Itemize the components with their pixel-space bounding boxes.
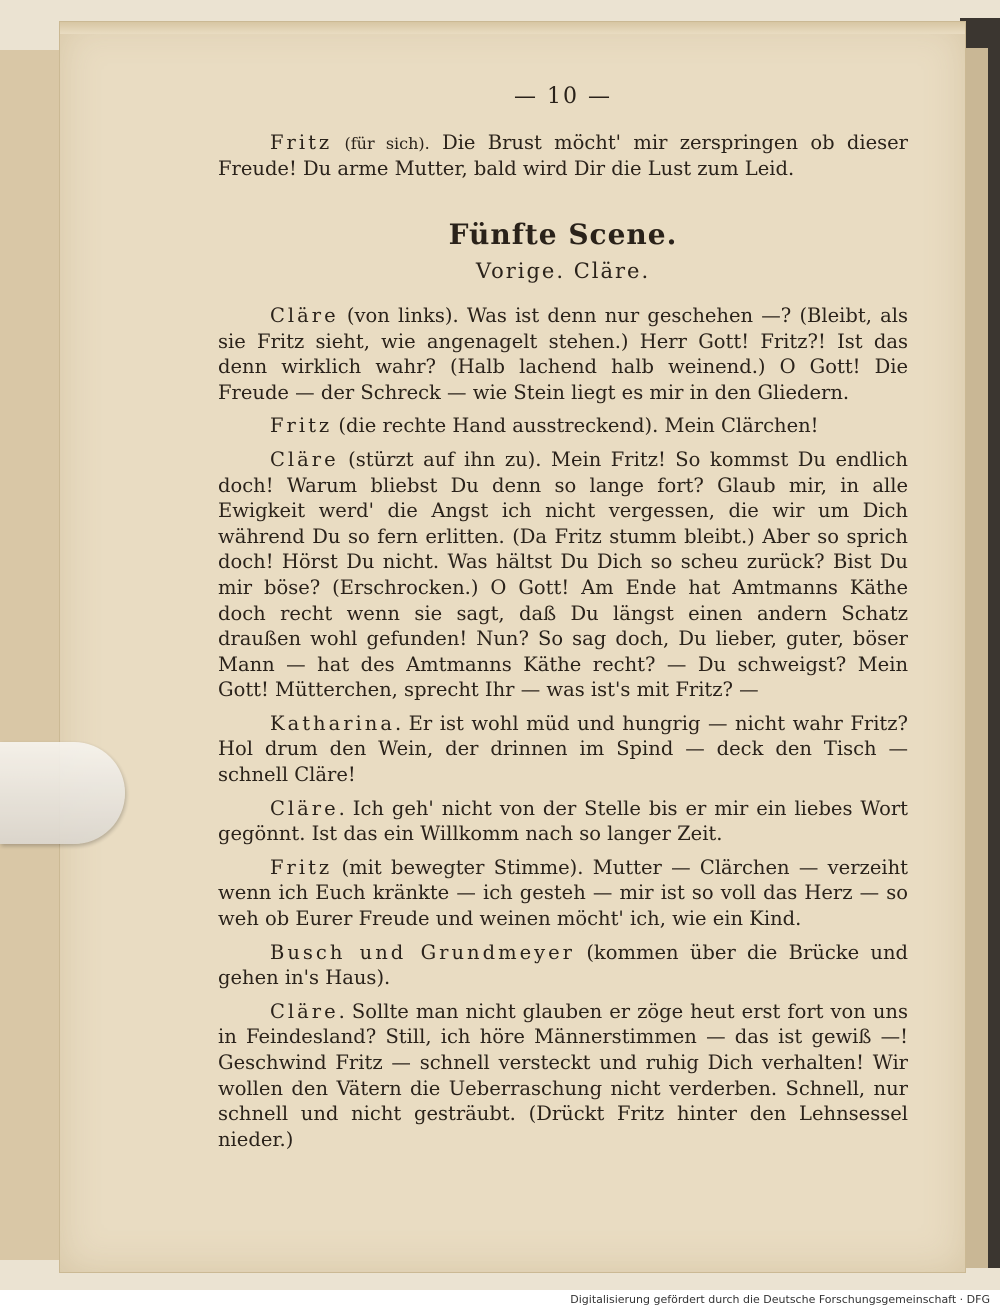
dialogue-text: (stürzt auf ihn zu). Mein Fritz! So kommst Du endlich doch! Warum bliebst Du denn so lange fort? Glaub mir, in alle Ewigkeit werd' die Angst ich nicht vergessen, die wir um Dich während Du so fern erlitten. (Da Fritz stumm bleibt.) Aber so sprich doch! Hörst Du nicht. Was hältst Du Dich so scheu zurück? Bist Du mir böse? (Erschrocken.) O Gott! Am Ende hat Amtmanns Käthe doch recht wenn sie sagt, daß Du längst einen andern Schatz draußen wohl gefunden! Nun? So sag doch, Du lieber, guter, böser Mann — hat des Amtmanns Käthe recht? — Du schweigst? Mein Gott! Mütterchen, sprecht Ihr — was ist's mit Fritz? — [218, 447, 908, 702]
speaker-name: Fritz [270, 414, 333, 438]
speaker-name: Busch und Grundmeyer [270, 940, 575, 964]
dialogue-text: (kommen über die Brücke und gehen in's Haus). [218, 940, 909, 990]
dialogue-text: . Er ist wohl müd und hungrig — nicht wahr Fritz? Hol drum den Wein, der drinnen im Spind — deck den Tisch — schnell Cläre! [218, 711, 908, 787]
scene-title: Fünfte Scene. [448, 217, 678, 251]
speaker-name: Cläre [270, 796, 339, 820]
speaker-name: Fritz [270, 130, 333, 154]
paragraph-fritz-aside [218, 130, 908, 182]
dialogue-line [218, 711, 908, 788]
paragraph-text: Die Brust möcht' mir zerspringen ob dieser Freude! Du arme Mutter, bald wird Dir die Lust zum Leid. [218, 130, 908, 181]
dialogue-text: . Ich geh' nicht von der Stelle bis er mir ein liebes Wort gegönnt. Ist das ein Willkomm nach so langer Zeit. [218, 796, 908, 846]
speaker-name: Cläre [270, 447, 339, 471]
speaker-name: Cläre [270, 999, 339, 1023]
back-page-right-edge [966, 48, 988, 1268]
speaker-name: Cläre [270, 303, 339, 327]
dialogue-text: (von links). Was ist denn nur geschehen —? (Bleibt, als sie Fritz sieht, wie angenagelt stehen.) Herr Gott! Fritz?! Ist das denn wirklich wahr? (Halb lachend halb weinend.) O Gott! Die Freude — der Schreck — wie Stein liegt es mir in den Gliedern. [218, 303, 908, 404]
dialogue-text: (die rechte Hand ausstreckend). Mein Clärchen! [338, 414, 819, 438]
scene-cast: Vorige. Cläre. [475, 259, 651, 284]
stage-direction: (für sich). [344, 133, 430, 153]
dialogue-line [218, 303, 908, 405]
book-cover-right-edge [960, 18, 1000, 1268]
page-tab-marker [0, 742, 125, 844]
digitization-footer [0, 1290, 1000, 1310]
footer-credit: Digitalisierung gefördert durch die Deutsche Forschungsgemeinschaft · DFG [570, 1293, 990, 1306]
speaker-name: Katharina [270, 711, 395, 735]
dialogue-line [218, 999, 908, 1153]
dialogue-line [218, 447, 908, 703]
dialogue-line [218, 796, 908, 847]
dialogue-text: (mit bewegter Stimme). Mutter — Clärchen — verzeiht wenn ich Euch kränkte — ich gesteh — mir ist so voll das Herz — so weh ob Eurer Freude und weinen möcht' ich, wie ein Kind. [218, 855, 908, 931]
page-top-edge [60, 22, 965, 34]
speaker-name: Fritz [270, 855, 333, 879]
dialogue-line [218, 855, 908, 932]
dialogue-text: . Sollte man nicht glauben er zöge heut erst fort von uns in Feindesland? Still, ich höre Männerstimmen — das ist gewiß —! Geschwind Fritz — schnell versteckt und ruhig Dich verhalten! Wir wollen den Vätern die Ueberraschung nicht verderben. Schnell, nur schnell und nicht gesträubt. (Drückt Fritz hinter den Lehnsessel nieder.) [218, 999, 908, 1151]
dialogue-line [218, 413, 908, 439]
page-number: — 10 — [514, 84, 612, 109]
page-content [218, 84, 908, 1160]
dialogue-line [218, 940, 908, 991]
